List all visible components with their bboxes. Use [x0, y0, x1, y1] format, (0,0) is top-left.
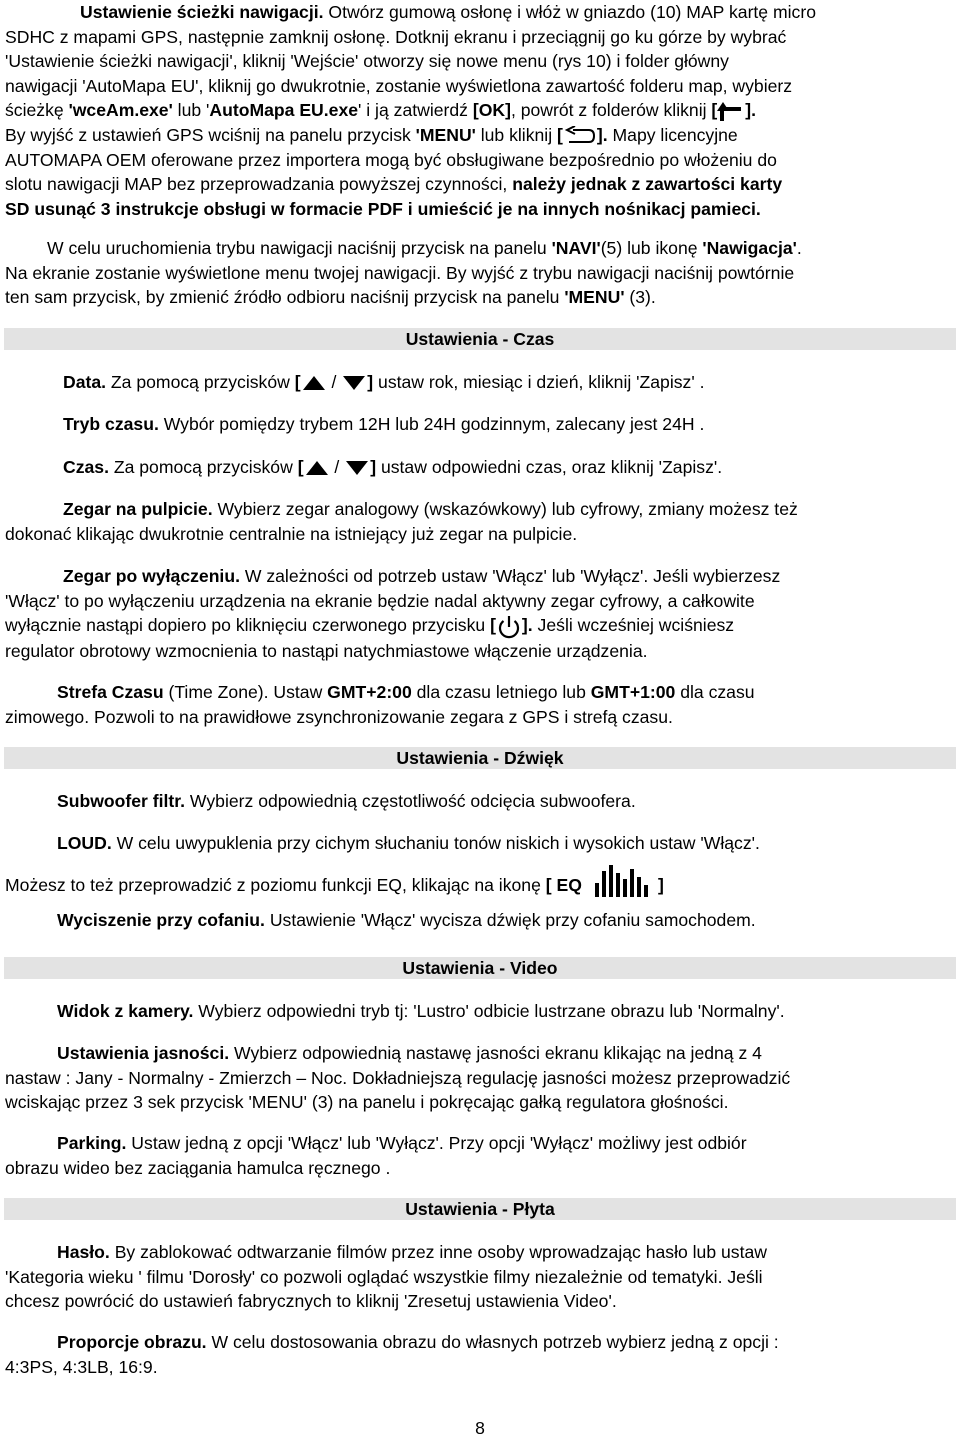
intro-line-3: 'Ustawienie ścieżki nawigacji', kliknij 'Wejście' otworzy się nowe menu (rys 10) i folder główny	[5, 51, 729, 72]
password-title: Hasło.	[57, 1242, 110, 1262]
clock-off-line-2: 'Włącz' to po wyłączeniu urządzenia na ekranie będzie nadal aktywny zegar cyfrowy, a całkowite	[5, 590, 755, 611]
navi-bold: 'Nawigacja'	[702, 238, 797, 258]
subwoofer-text: Wybierz odpowiednią częstotliwość odcięcia subwoofera.	[185, 791, 636, 811]
navi-text: W celu uruchomienia trybu nawigacji naciśnij przycisk na panelu	[47, 238, 552, 258]
aspect-ratio-paragraph	[5, 1330, 955, 1379]
brightness-line-3: wciskając przez 3 sek przycisk 'MENU' (3) na panelu i pokręcając gałką regulatora głośności.	[5, 1092, 729, 1113]
password-paragraph	[5, 1240, 955, 1314]
down-triangle-icon	[341, 375, 367, 391]
time-data-text: Za pomocą przycisków	[106, 372, 295, 392]
password-text: By zablokować odtwarzanie filmów przez inne osoby wprowadzając hasło lub ustaw	[109, 1242, 767, 1262]
navi-text: (5) lub ikonę	[600, 238, 703, 258]
timezone-text: (Time Zone). Ustaw	[163, 682, 328, 702]
timezone-title: Strefa Czasu	[57, 682, 164, 702]
intro-text: slotu nawigacji MAP bez przeprowadzania powyższej czynności,	[5, 174, 513, 195]
parking-paragraph	[5, 1131, 955, 1180]
password-line-2: 'Kategoria wieku ' filmu 'Dorosły' co pozwoli oglądać wszystkie filmy niezależnie od tematyki. Jeśli	[5, 1266, 763, 1287]
navi-text: ten sam przycisk, by zmienić źródło odbioru naciśnij przycisk na panelu	[5, 287, 565, 308]
intro-text: ścieżkę	[5, 100, 69, 121]
section-header-disc: Ustawienia - Płyta	[4, 1198, 956, 1220]
power-icon	[496, 615, 522, 639]
parking-title: Parking.	[57, 1133, 127, 1153]
intro-text: ' i ją zatwierdź	[358, 100, 473, 121]
desktop-clock-title: Zegar na pulpicie.	[63, 499, 213, 519]
loud-line-2	[5, 865, 955, 898]
intro-bold-warning: SD usunąć 3 instrukcje obsługi w formacie PDF i umieścić je na innych nośnikacj pamieci.	[5, 198, 761, 219]
section-header-video: Ustawienia - Video	[4, 957, 956, 979]
parking-line-2: obrazu wideo bez zaciągania hamulca ręcznego .	[5, 1157, 391, 1178]
camera-view-title: Widok z kamery.	[57, 1001, 194, 1021]
intro-text: Otwórz gumową osłonę i włóż w gniazdo (10) MAP kartę micro	[323, 2, 816, 22]
slash: /	[326, 372, 342, 392]
mute-reverse-title: Wyciszenie przy cofaniu.	[57, 910, 265, 930]
intro-text: lub kliknij	[475, 124, 558, 145]
section-header-sound: Ustawienia - Dźwięk	[4, 747, 956, 769]
navi-text: (3).	[624, 287, 656, 308]
intro-text: lub '	[172, 100, 210, 121]
aspect-ratio-title: Proporcje obrazu.	[57, 1332, 207, 1352]
intro-bold-automapa: AutoMapa EU.exe	[209, 100, 359, 121]
time-data-title: Data.	[63, 372, 107, 392]
page-number: 8	[475, 1418, 485, 1438]
intro-line-6	[5, 123, 955, 148]
slash: /	[329, 457, 345, 477]
desktop-clock-paragraph	[5, 497, 955, 546]
mute-reverse-row	[5, 908, 955, 933]
intro-bold-ok: [OK]	[472, 100, 511, 121]
eq-bars-icon	[594, 865, 652, 897]
time-clock-row	[5, 455, 955, 480]
time-data-text: ustaw rok, miesiąc i dzień, kliknij 'Zapisz' .	[373, 372, 705, 392]
parking-text: Ustaw jedną z opcji 'Włącz' lub 'Wyłącz'. Przy opcji 'Wyłącz' możliwy jest odbiór	[126, 1133, 747, 1153]
bracket: ]	[370, 457, 377, 477]
time-data-row	[5, 370, 955, 395]
clock-off-title: Zegar po wyłączeniu.	[63, 566, 240, 586]
time-clock-text: ustaw odpowiedni czas, oraz kliknij 'Zapisz'.	[376, 457, 723, 477]
up-triangle-icon	[301, 375, 327, 391]
loud-text: Możesz to też przeprowadzić z poziomu funkcji EQ, klikając na ikonę	[5, 874, 546, 895]
navi-line-3	[5, 285, 955, 310]
intro-bold-wceam: 'wceAm.exe'	[68, 100, 173, 121]
intro-line-9	[5, 197, 955, 222]
navi-bold: 'NAVI'	[551, 238, 601, 258]
timezone-paragraph	[5, 680, 955, 729]
navi-bold: 'MENU'	[564, 287, 625, 308]
navi-line-1	[5, 236, 955, 261]
clock-off-text: wyłącznie nastąpi dopiero po kliknięciu czerwonego przycisku	[5, 615, 491, 636]
intro-line-1	[5, 0, 955, 25]
time-clock-text: Za pomocą przycisków	[108, 457, 298, 477]
aspect-ratio-text: W celu dostosowania obrazu do własnych potrzeb wybierz jedną z opcji :	[206, 1332, 779, 1352]
clock-off-line-4: regulator obrotowy wzmocnienia to nastąpi natychmiastowe włączenie urządzenia.	[5, 640, 648, 661]
loud-title: LOUD.	[57, 833, 112, 853]
intro-line-8	[5, 172, 955, 197]
subwoofer-title: Subwoofer filtr.	[57, 791, 186, 811]
intro-bracket: ].	[596, 124, 608, 145]
up-triangle-icon	[304, 460, 330, 476]
intro-bold-warning: należy jednak z zawartości karty	[512, 174, 783, 195]
intro-title: Ustawienie ścieżki nawigacji.	[80, 2, 324, 22]
intro-line-7: AUTOMAPA OEM oferowane przez importera mogą być obsługiwane bezpośrednio po włożeniu do	[5, 149, 777, 170]
timezone-winter: GMT+1:00	[590, 682, 676, 702]
timezone-summer: GMT+2:00	[327, 682, 412, 702]
bracket: ]	[367, 372, 374, 392]
aspect-ratio-line-2: 4:3PS, 4:3LB, 16:9.	[5, 1356, 158, 1377]
desktop-clock-text: Wybierz zegar analogowy (wskazówkowy) lub cyfrowy, zmiany możesz też	[212, 499, 798, 519]
back-arrow-icon	[563, 126, 597, 146]
brightness-text: Wybierz odpowiednią nastawę jasności ekranu klikając na jedną z 4	[229, 1043, 762, 1063]
bracket: [	[490, 615, 496, 636]
section-header-time: Ustawienia - Czas	[4, 328, 956, 350]
time-mode-text: Wybór pomiędzy trybem 12H lub 24H godzinnym, zalecany jest 24H .	[158, 414, 705, 434]
mute-reverse-text: Ustawienie 'Włącz' wycisza dźwięk przy cofaniu samochodem.	[264, 910, 756, 930]
clock-off-paragraph	[5, 564, 955, 663]
time-mode-row	[5, 412, 955, 437]
navi-text: .	[796, 238, 802, 258]
brightness-title: Ustawienia jasności.	[57, 1043, 230, 1063]
password-line-3: chcesz powrócić do ustawień fabrycznych to kliknij 'Zresetuj ustawienia Video'.	[5, 1291, 617, 1312]
intro-line-5	[5, 98, 955, 123]
intro-line-4: nawigacji 'AutoMapa EU', kliknij go dwukrotnie, zostanie wyświetlona zawartość folderu map, wybierz	[5, 75, 793, 96]
bracket: [	[294, 372, 301, 392]
eq-label: [ EQ	[545, 874, 582, 895]
intro-bracket: [	[557, 124, 563, 145]
brightness-line-2: nastaw : Jany - Normalny - Zmierzch – Noc. Dokładniejszą regulację jasności możesz przeprowadzić	[5, 1067, 791, 1088]
intro-bracket: [	[711, 100, 718, 121]
clock-off-text: W zależności od potrzeb ustaw 'Włącz' lub 'Wyłącz'. Jeśli wybierzesz	[239, 566, 781, 586]
return-arrow-icon	[717, 101, 745, 123]
clock-off-line-3	[5, 613, 955, 638]
bracket: ].	[521, 615, 533, 636]
intro-text: Mapy licencyjne	[607, 124, 738, 145]
intro-bracket: ].	[745, 100, 757, 121]
timezone-text: dla czasu	[675, 682, 755, 702]
subwoofer-row	[5, 789, 955, 814]
clock-off-text: Jeśli wcześniej wciśniesz	[532, 615, 735, 636]
camera-view-row	[5, 999, 955, 1024]
camera-view-text: Wybierz odpowiedni tryb tj: 'Lustro' odbicie lustrzane obrazu lub 'Normalny'.	[193, 1001, 785, 1021]
timezone-text: dla czasu letniego lub	[411, 682, 591, 702]
intro-paragraph	[5, 0, 955, 221]
navi-line-2: Na ekranie zostanie wyświetlone menu twojej nawigacji. By wyjść z trybu nawigacji naciśnij powtórnie	[5, 262, 795, 283]
loud-text: W celu uwypuklenia przy cichym słuchaniu tonów niskich i wysokich ustaw 'Włącz'.	[111, 833, 760, 853]
loud-paragraph	[5, 831, 955, 897]
time-mode-title: Tryb czasu.	[63, 414, 159, 434]
down-triangle-icon	[344, 460, 370, 476]
bracket: [	[297, 457, 304, 477]
intro-text: By wyjść z ustawień GPS wciśnij na panelu przycisk	[5, 124, 416, 145]
desktop-clock-line-2: dokonać klikając dwukrotnie centralnie na istniejący już zegar na pulpicie.	[5, 523, 578, 544]
navi-paragraph	[5, 236, 955, 310]
bracket: ]	[657, 874, 664, 895]
intro-bold-menu: 'MENU'	[415, 124, 476, 145]
intro-text: , powrót z folderów kliknij	[510, 100, 712, 121]
intro-line-2: SDHC z mapami GPS, następnie zamknij osłonę. Dotknij ekranu i przeciągnij go ku górze by wybrać	[5, 26, 787, 47]
brightness-paragraph	[5, 1041, 955, 1115]
time-clock-title: Czas.	[63, 457, 109, 477]
timezone-line-2: zimowego. Pozwoli to na prawidłowe zsynchronizowanie zegara z GPS i strefą czasu.	[5, 706, 673, 727]
